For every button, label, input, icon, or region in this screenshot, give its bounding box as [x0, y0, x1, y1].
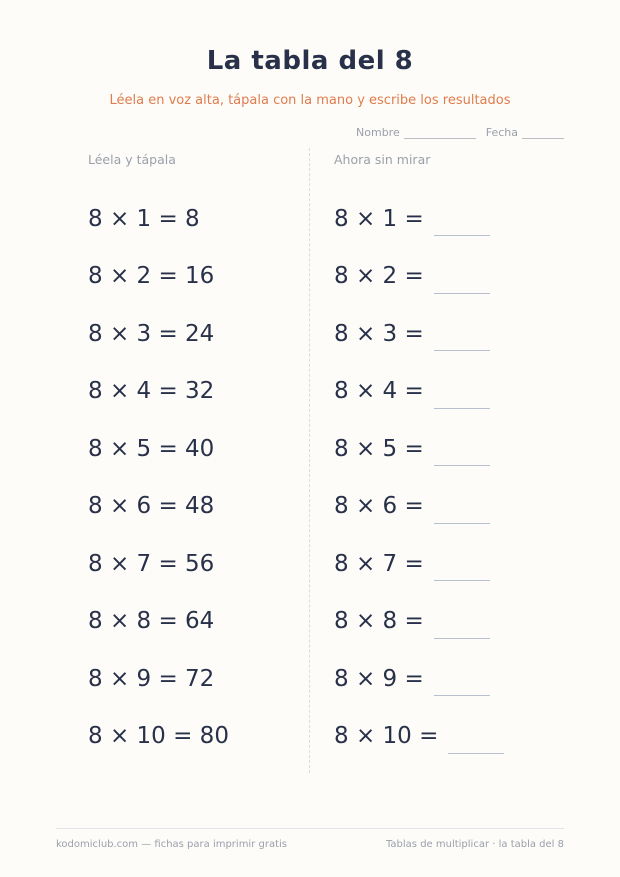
answer-blank[interactable]	[434, 213, 490, 236]
name-label: Nombre	[356, 126, 400, 139]
practice-prompt: 8 × 9 =	[334, 665, 424, 692]
practice-row	[334, 248, 504, 306]
date-label: Fecha	[485, 126, 518, 139]
practice-row	[334, 478, 504, 536]
practice-row	[334, 535, 504, 593]
answer-blank[interactable]	[434, 673, 490, 696]
answer-blank[interactable]	[434, 558, 490, 581]
fact-row: 8 × 3 = 24	[88, 320, 215, 347]
page-subtitle: Léela en voz alta, tápala con la mano y escribe los resultados	[109, 93, 511, 108]
answer-blank[interactable]	[434, 501, 490, 524]
practice-row	[334, 190, 504, 248]
left-column-heading: Léela y tápala	[88, 152, 176, 167]
column-divider	[309, 148, 310, 773]
practice-row	[334, 420, 504, 478]
practice-prompt: 8 × 3 =	[334, 320, 424, 347]
answer-blank[interactable]	[448, 731, 504, 754]
fact-row: 8 × 5 = 40	[88, 435, 215, 462]
fact-row: 8 × 6 = 48	[88, 493, 215, 520]
practice-prompt: 8 × 7 =	[334, 550, 424, 577]
practice-prompt: 8 × 2 =	[334, 263, 424, 290]
practice-list	[334, 190, 504, 765]
practice-row	[334, 363, 504, 421]
name-field[interactable]	[356, 126, 476, 139]
practice-prompt: 8 × 8 =	[334, 608, 424, 635]
answer-blank[interactable]	[434, 271, 490, 294]
fact-row: 8 × 7 = 56	[88, 550, 215, 577]
practice-row	[334, 305, 504, 363]
practice-row	[334, 708, 504, 766]
fact-row: 8 × 8 = 64	[88, 608, 215, 635]
date-field[interactable]	[486, 126, 564, 139]
fact-row: 8 × 4 = 32	[88, 378, 215, 405]
practice-row	[334, 593, 504, 651]
answer-blank[interactable]	[434, 328, 490, 351]
facts-list	[88, 190, 229, 765]
footer-divider	[56, 828, 564, 829]
name-date-fields	[356, 126, 564, 139]
practice-prompt: 8 × 10 =	[334, 723, 439, 750]
answer-blank[interactable]	[434, 616, 490, 639]
page-title: La tabla del 8	[206, 46, 414, 76]
practice-prompt: 8 × 1 =	[334, 205, 424, 232]
fact-row: 8 × 9 = 72	[88, 665, 215, 692]
answer-blank[interactable]	[434, 443, 490, 466]
fact-row: 8 × 2 = 16	[88, 263, 215, 290]
footer-worksheet-title: Tablas de multiplicar · la tabla del 8	[385, 839, 564, 850]
practice-prompt: 8 × 6 =	[334, 493, 424, 520]
fact-row: 8 × 10 = 80	[88, 723, 229, 750]
fact-row: 8 × 1 = 8	[88, 205, 200, 232]
footer-site-credit: kodomiclub.com — fichas para imprimir gratis	[56, 839, 288, 850]
practice-prompt: 8 × 5 =	[334, 435, 424, 462]
date-line	[522, 129, 564, 139]
practice-row	[334, 650, 504, 708]
name-line	[404, 129, 476, 139]
answer-blank[interactable]	[434, 386, 490, 409]
right-column-heading: Ahora sin mirar	[334, 152, 431, 167]
practice-prompt: 8 × 4 =	[334, 378, 424, 405]
